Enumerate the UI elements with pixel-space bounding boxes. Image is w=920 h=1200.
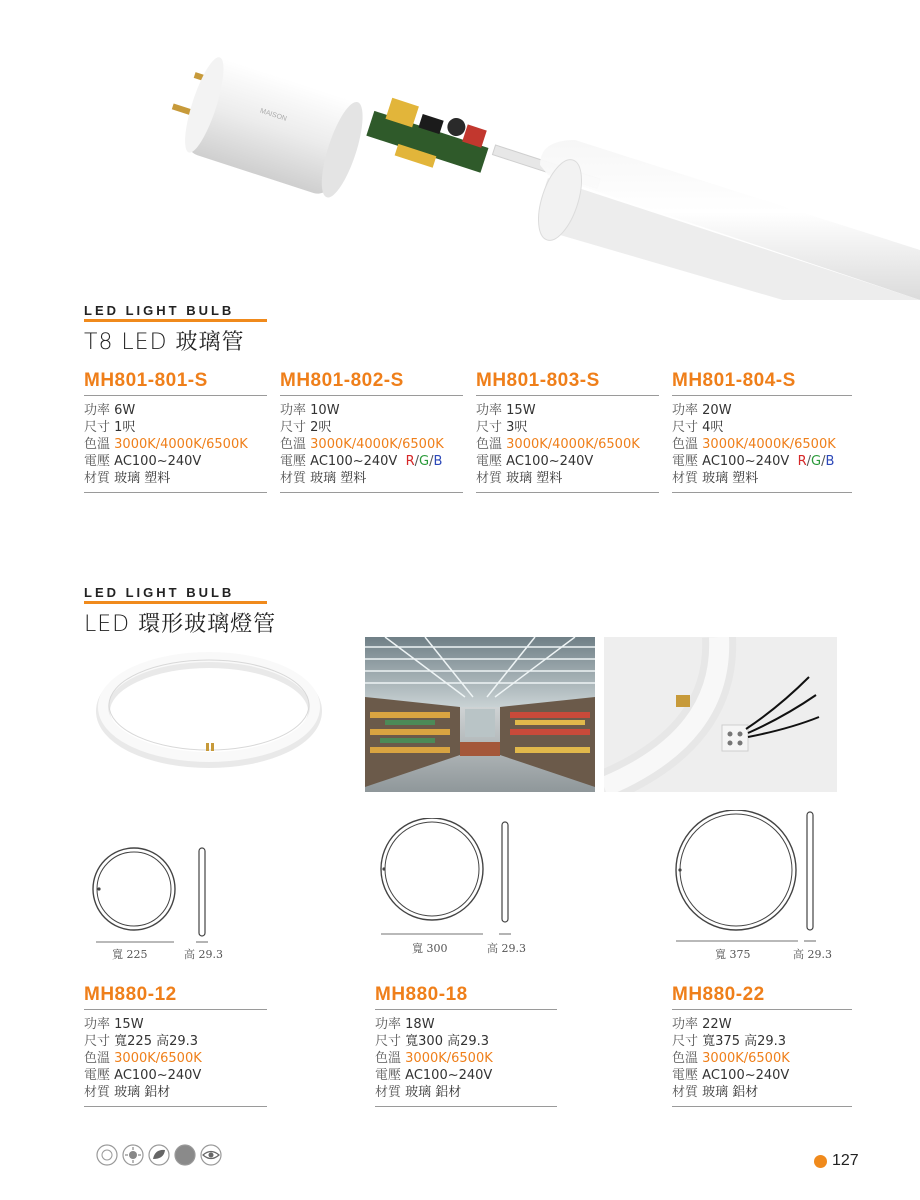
model-underline: [672, 395, 852, 396]
spec-list: [84, 402, 267, 487]
spec-power: 功率 6W: [84, 403, 136, 418]
product-card-804: [672, 370, 852, 493]
model-underline: [280, 395, 463, 396]
spec-list: [672, 402, 852, 487]
product-model: MH801-803-S: [476, 370, 600, 391]
product-model: MH880-18: [375, 984, 468, 1005]
section2-title: LED 環形玻璃燈管: [84, 612, 277, 637]
rgb-r-label: R: [405, 454, 415, 469]
height-label: 高 29.3: [487, 942, 526, 955]
spec-power: 功率 20W: [672, 403, 732, 418]
spec-cct: 色溫 3000K/6500K: [84, 1051, 202, 1066]
spec-material: 材質 玻璃 鋁材: [84, 1085, 171, 1100]
connector-photo: [604, 637, 837, 792]
spec-power: 功率 22W: [672, 1017, 732, 1032]
product-card-880-12: [84, 984, 267, 1107]
card-bottom-rule: [672, 1106, 852, 1107]
model-underline: [84, 1009, 267, 1010]
spec-voltage: 電壓 AC100~240V R/G/B: [280, 454, 443, 469]
card-bottom-rule: [672, 492, 852, 493]
spec-list: [672, 1016, 852, 1101]
spec-size: 尺寸 寬225 高29.3: [84, 1034, 199, 1049]
card-bottom-rule: [84, 492, 267, 493]
page-number-dot: [814, 1155, 827, 1168]
product-model: MH880-22: [672, 984, 765, 1005]
spec-size: 尺寸 寬300 高29.3: [375, 1034, 490, 1049]
spec-size: 尺寸 4呎: [672, 420, 724, 435]
sun-icon: [123, 1145, 143, 1165]
gray-circle-icon: [175, 1145, 195, 1165]
spec-size: 尺寸 1呎: [84, 420, 136, 435]
spec-size: 尺寸 2呎: [280, 420, 332, 435]
spec-material: 材質 玻璃 塑料: [84, 471, 171, 486]
spec-cct: 色溫 3000K/4000K/6500K: [672, 437, 836, 452]
model-underline: [672, 1009, 852, 1010]
card-bottom-rule: [280, 492, 463, 493]
spec-size: 尺寸 寬375 高29.3: [672, 1034, 787, 1049]
eye-icon: [201, 1145, 221, 1165]
spec-voltage: 電壓 AC100~240V R/G/B: [672, 454, 835, 469]
spec-material: 材質 玻璃 鋁材: [375, 1085, 462, 1100]
spec-voltage: 電壓 AC100~240V: [672, 1068, 790, 1083]
dimension-diagram-300: [375, 818, 535, 948]
rgb-r-label: R: [797, 454, 807, 469]
card-bottom-rule: [84, 1106, 267, 1107]
width-label: 寬 375: [715, 948, 751, 961]
product-model: MH801-801-S: [84, 370, 208, 391]
spec-material: 材質 玻璃 塑料: [476, 471, 563, 486]
spec-list: [375, 1016, 557, 1101]
product-card-801: [84, 370, 267, 493]
ring-lamp-photo: [92, 645, 326, 775]
spec-voltage: 電壓 AC100~240V: [375, 1068, 493, 1083]
section1-title: T8 LED 玻璃管: [84, 330, 245, 355]
spec-list: [476, 402, 659, 487]
spec-power: 功率 15W: [476, 403, 536, 418]
t8-tube-illustration: [0, 0, 920, 300]
spec-voltage: 電壓 AC100~240V: [476, 454, 594, 469]
dimension-diagram-375: [668, 810, 838, 950]
section2-accent-line: [84, 601, 267, 604]
spec-cct: 色溫 3000K/6500K: [672, 1051, 790, 1066]
section1-accent-line: [84, 319, 267, 322]
rgb-b-label: B: [825, 454, 835, 469]
spec-cct: 色溫 3000K/4000K/6500K: [476, 437, 640, 452]
model-underline: [84, 395, 267, 396]
spec-power: 功率 18W: [375, 1017, 435, 1032]
product-model: MH801-804-S: [672, 370, 796, 391]
product-card-803: [476, 370, 659, 493]
rgb-g-label: G: [419, 454, 430, 469]
spec-material: 材質 玻璃 鋁材: [672, 1085, 759, 1100]
product-card-880-18: [375, 984, 557, 1107]
spec-power: 功率 15W: [84, 1017, 144, 1032]
svg-text:MAISON: MAISON: [259, 107, 288, 123]
height-label: 高 29.3: [184, 948, 223, 961]
spec-size: 尺寸 3呎: [476, 420, 528, 435]
spec-material: 材質 玻璃 塑料: [280, 471, 367, 486]
section2-kicker: LED LIGHT BULB: [84, 585, 235, 600]
leaf-icon: [149, 1145, 169, 1165]
card-bottom-rule: [476, 492, 659, 493]
feature-icons: [95, 1143, 235, 1167]
model-underline: [375, 1009, 557, 1010]
rgb-b-label: B: [433, 454, 443, 469]
product-model: MH880-12: [84, 984, 177, 1005]
spec-cct: 色溫 3000K/6500K: [375, 1051, 493, 1066]
dimmer-icon: [97, 1145, 117, 1165]
supermarket-photo: [365, 637, 595, 792]
product-card-880-22: [672, 984, 852, 1107]
section1-kicker: LED LIGHT BULB: [84, 303, 235, 318]
spec-voltage: 電壓 AC100~240V: [84, 1068, 202, 1083]
spec-cct: 色溫 3000K/4000K/6500K: [280, 437, 444, 452]
product-card-802: [280, 370, 463, 493]
spec-voltage: 電壓 AC100~240V: [84, 454, 202, 469]
spec-list: [280, 402, 463, 487]
rgb-g-label: G: [811, 454, 822, 469]
spec-material: 材質 玻璃 塑料: [672, 471, 759, 486]
page-number: 127: [832, 1152, 859, 1169]
spec-list: [84, 1016, 267, 1101]
width-label: 寬 225: [112, 948, 148, 961]
model-underline: [476, 395, 659, 396]
width-label: 寬 300: [412, 942, 448, 955]
spec-cct: 色溫 3000K/4000K/6500K: [84, 437, 248, 452]
spec-power: 功率 10W: [280, 403, 340, 418]
height-label: 高 29.3: [793, 948, 832, 961]
product-model: MH801-802-S: [280, 370, 404, 391]
card-bottom-rule: [375, 1106, 557, 1107]
